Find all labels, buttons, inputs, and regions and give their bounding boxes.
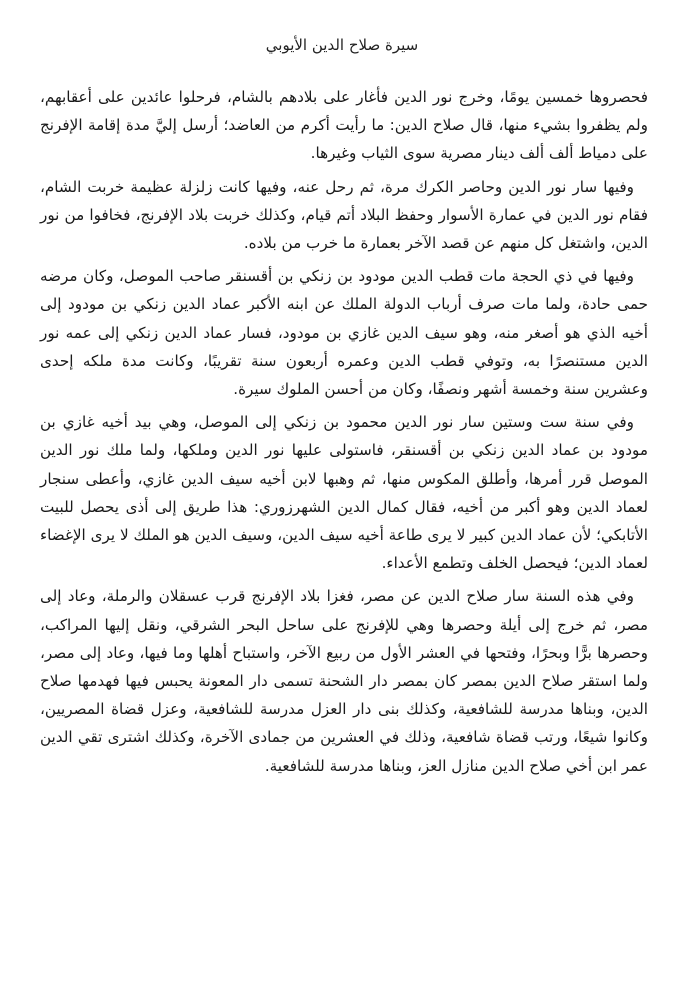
page-header-title: سيرة صلاح الدين الأيوبي: [265, 36, 419, 54]
paragraph: وفيها في ذي الحجة مات قطب الدين مودود بن زنكي بن أقسنقر صاحب الموصل، وكان مرضه حمى حادة، ولما مات صرف أرباب الدولة الملك عن ابنه الأكبر عماد الدين زنكي بن مودود إلى أخيه الذي هو أصغر منه، وهو سيف الدين غازي بن مودود، فسار عماد الدين زنكي إلى عمه نور الدين مستنصرًا به، وتوفي قطب الدين وعمره أربعون سنة تقريبًا، وكانت مدة ملكه إحدى وعشرين سنة وخمسة أشهر ونصفًا، وكان من أحسن الملوك سيرة.: [40, 267, 648, 399]
page-body: [40, 83, 648, 785]
paragraph: وفيها سار نور الدين وحاصر الكرك مرة، ثم رحل عنه، وفيها كانت زلزلة عظيمة خربت الشام، فقام نور الدين في عمارة الأسوار وحفظ البلاد أتم قيام، وكذلك خربت بلاد الإفرنج، فخافوا من نور الدين، واشتغل كل منهم عن قصد الآخر بعمارة ما خرب من بلاده.: [40, 177, 648, 253]
paragraph: وفي سنة ست وستين سار نور الدين محمود بن زنكي إلى الموصل، وهي بيد أخيه غازي بن مودود بن عماد الدين زنكي بن أقسنقر، فاستولى عليها نور الدين وملكها، ولما ملك نور الدين الموصل قرر أمرها، وأطلق المكوس منها، ثم وهبها لابن أخيه سيف الدين غازي، وأعطى سنجار لعماد الدين وهو أكبر من أخيه، فقال كمال الدين الشهرزوري: هذا طريق إلى أذى يحصل للبيت الأتابكي؛ لأن عماد الدين كبير لا يرى طاعة أخيه سيف الدين، وسيف الدين هو الملك لا يرى الإغضاء لعماد الدين؛ فيحصل الخلف وتطمع الأعداء.: [40, 413, 648, 573]
paragraph: فحصروها خمسين يومًا، وخرج نور الدين فأغار على بلادهم بالشام، فرحلوا عائدين على أعقابهم، ولم يظفروا بشيء منها، قال صلاح الدين: ما رأيت أكرم من العاضد؛ أرسل إليَّ مدة إقامة الإفرنج على دمياط ألف ألف دينار مصرية سوى الثياب وغيرها.: [40, 88, 648, 163]
paragraph: وفي هذه السنة سار صلاح الدين عن مصر، فغزا بلاد الإفرنج قرب عسقلان والرملة، وعاد إلى مصر، ثم خرج إلى أيلة وحصرها وهي للإفرنج على ساحل البحر الشرقي، ونقل إليها المراكب، وحصرها برًّا وبحرًا، وفتحها في العشر الأول من ربيع الآخر، واستباح أهلها وما فيها، وعاد إلى مصر، ولما استقر صلاح الدين بمصر كان بمصر دار الشحنة تسمى دار المعونة يحبس فيها فهدمها صلاح الدين، وبناها مدرسة للشافعية، وكذلك بنى دار العزل مدرسة للشافعية، وعزل قضاة المصريين، وكانوا شيعًا، ورتب قضاة شافعية، وذلك في العشرين من جمادى الآخرة، وكذلك اشترى تقي الدين عمر ابن أخي صلاح الدين منازل العز، وبناها مدرسة للشافعية.: [40, 587, 648, 775]
